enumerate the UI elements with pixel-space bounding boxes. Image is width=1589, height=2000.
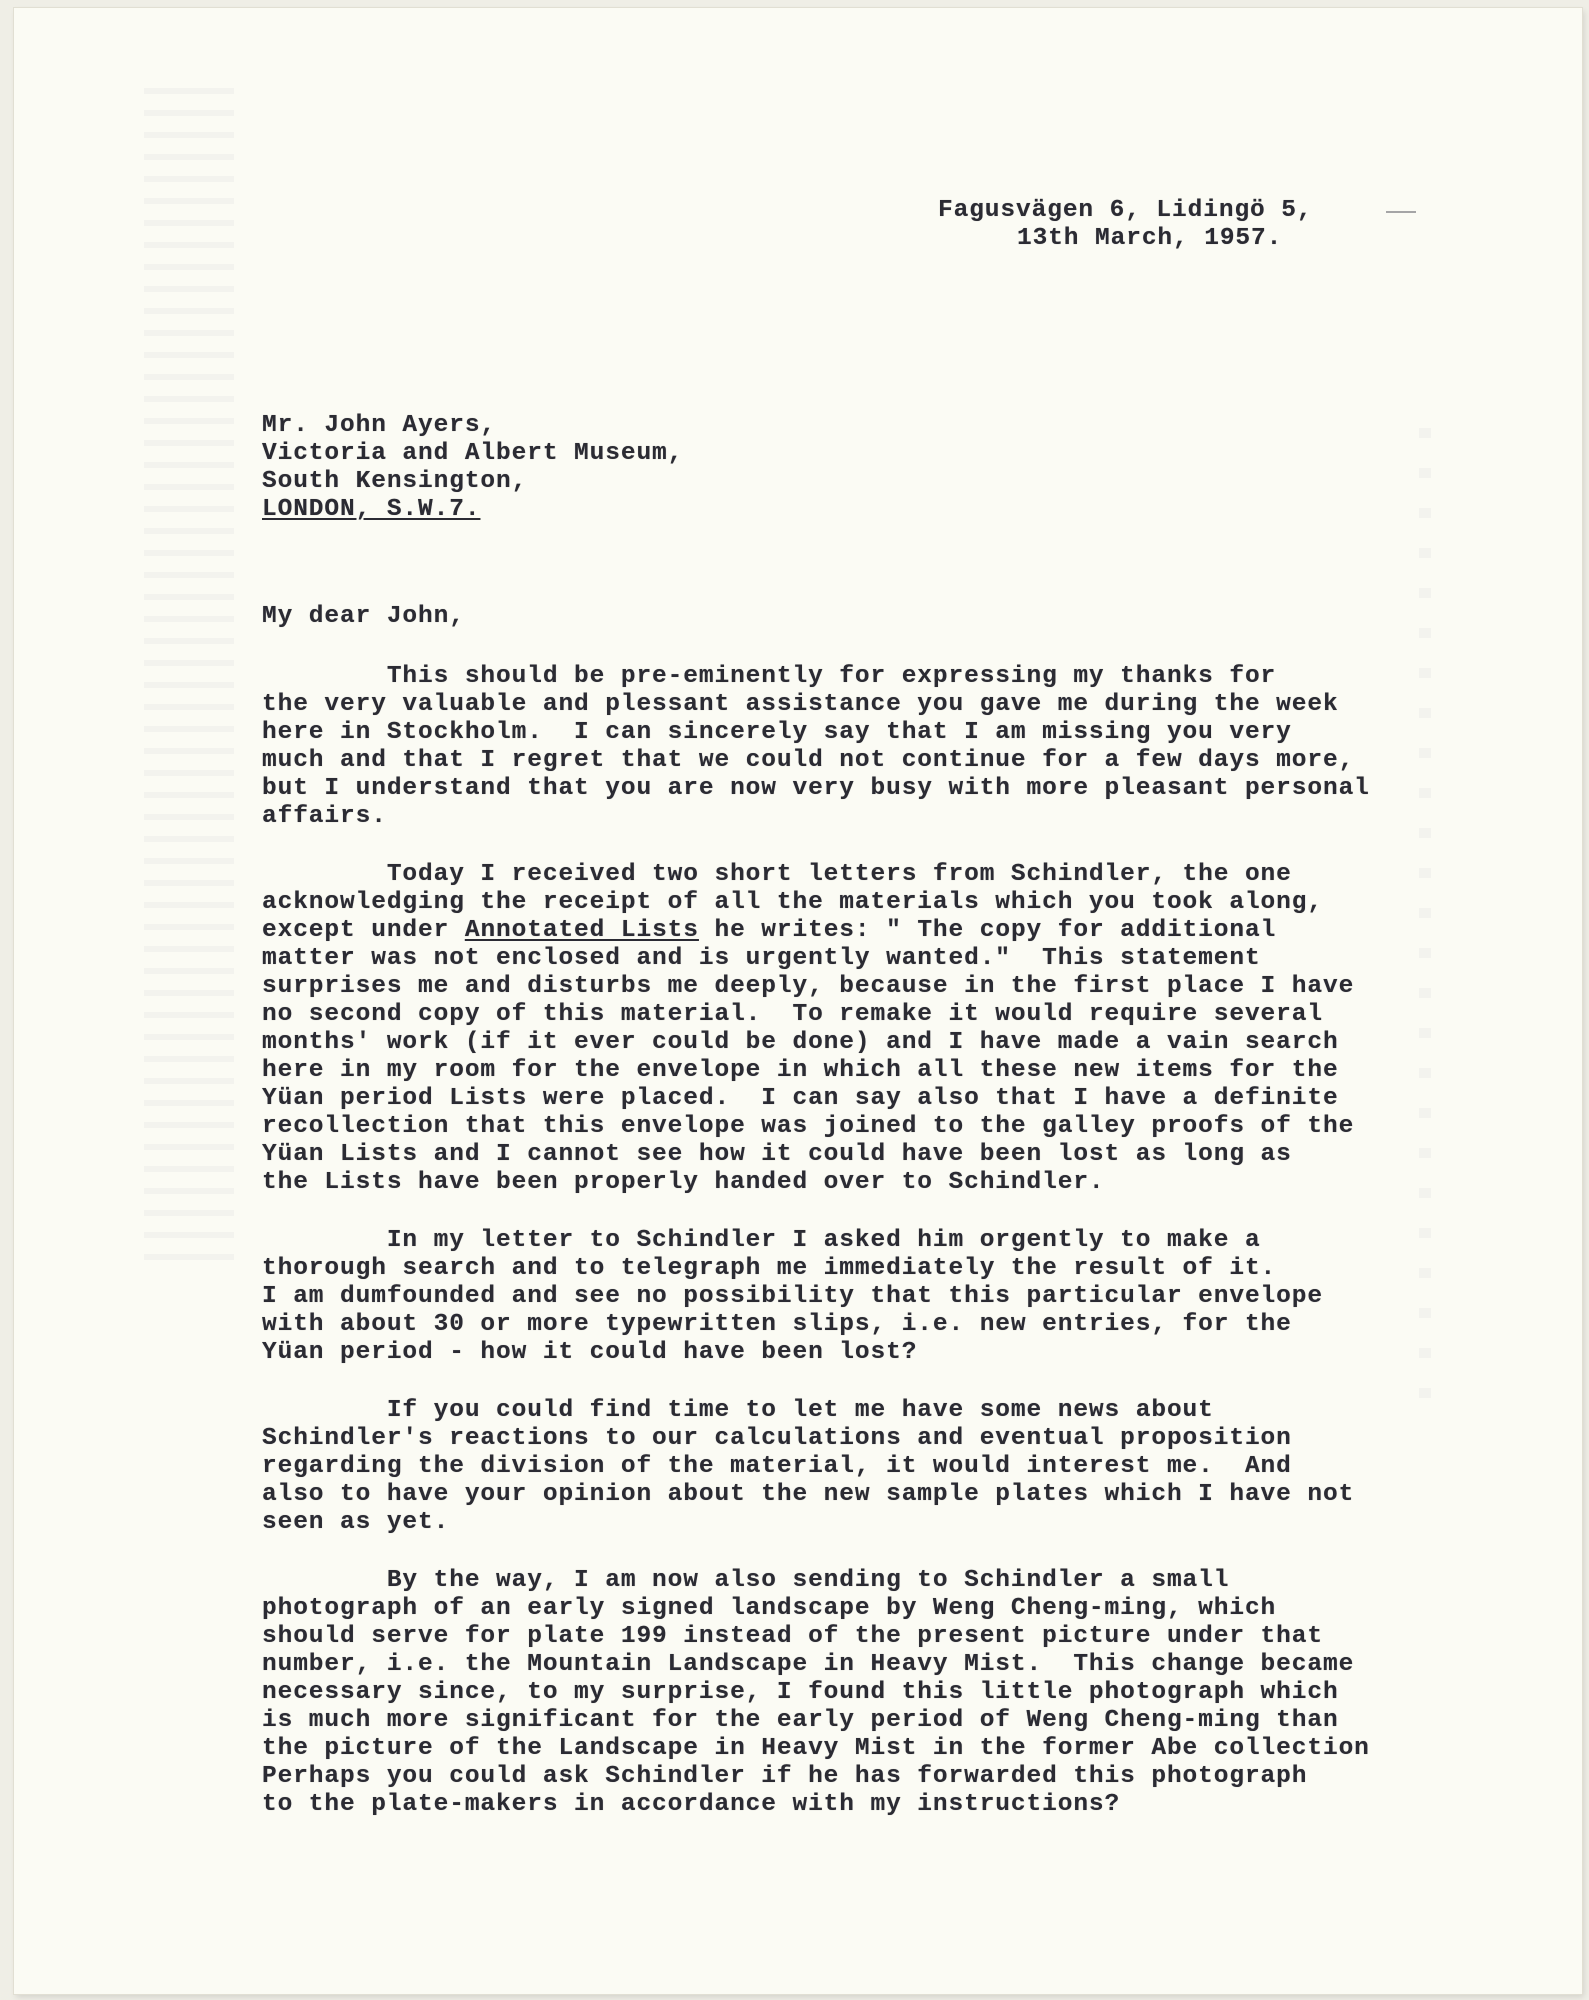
recipient-city: LONDON, S.W.7. <box>262 496 481 523</box>
paper-bleed-marks <box>144 88 234 1268</box>
paragraph-line: By the way, I am now also sending to Schindler a small <box>262 1567 1230 1594</box>
letter-date: 13th March, 1957. <box>1017 225 1283 252</box>
paragraph-line: also to have your opinion about the new sample plates which I have not <box>262 1481 1355 1508</box>
paragraph-line: necessary since, to my surprise, I found this little photograph which <box>262 1679 1339 1706</box>
paragraph-line: no second copy of this material. To remake it would require several <box>262 1001 1323 1028</box>
salutation: My dear John, <box>262 603 465 630</box>
paragraph-line: photograph of an early signed landscape by Weng Cheng-ming, which <box>262 1595 1277 1622</box>
paragraph-line: Schindler's reactions to our calculations and eventual proposition <box>262 1425 1292 1452</box>
paragraph-line: should serve for plate 199 instead of the present picture under that <box>262 1623 1323 1650</box>
paragraph-line: seen as yet. <box>262 1509 450 1536</box>
letter-sheet <box>14 8 1582 1994</box>
paragraph-line: In my letter to Schindler I asked him orgently to make a <box>262 1227 1261 1254</box>
recipient-name: Mr. John Ayers, <box>262 412 497 439</box>
paragraph-line: number, i.e. the Mountain Landscape in Heavy Mist. This change became <box>262 1651 1355 1678</box>
paragraph-line: acknowledging the receipt of all the materials which you took along, <box>262 889 1323 916</box>
paragraph-line: Yüan period Lists were placed. I can say also that I have a definite <box>262 1085 1339 1112</box>
paragraph-line: Today I received two short letters from Schindler, the one <box>262 861 1292 888</box>
paragraph-line: If you could find time to let me have some news about <box>262 1397 1214 1424</box>
paragraph-line: regarding the division of the material, it would interest me. And <box>262 1453 1292 1480</box>
paragraph-text: he writes: " The copy for additional <box>698 917 1277 944</box>
paragraph-line: the Lists have been properly handed over to Schindler. <box>262 1169 1105 1196</box>
paragraph-line: This should be pre-eminently for expressing my thanks for <box>262 663 1277 690</box>
sender-address: Fagusvägen 6, Lidingö 5, <box>938 197 1313 224</box>
paragraph-line: to the plate-makers in accordance with my instructions? <box>262 1791 1121 1818</box>
paragraph-line: here in my room for the envelope in which all these new items for the <box>262 1057 1339 1084</box>
paragraph-line: affairs. <box>262 803 387 830</box>
paragraph-line: matter was not enclosed and is urgently wanted." This statement <box>262 945 1261 972</box>
recipient-street: South Kensington, <box>262 468 528 495</box>
paragraph-line: Yüan period - how it could have been lost? <box>262 1339 918 1366</box>
paragraph-line: the very valuable and plessant assistance you gave me during the week <box>262 691 1339 718</box>
paragraph-line: thorough search and to telegraph me immediately the result of it. <box>262 1255 1277 1282</box>
paragraph-line: months' work (if it ever could be done) and I have made a vain search <box>262 1029 1339 1056</box>
paragraph-line: recollection that this envelope was joined to the galley proofs of the <box>262 1113 1355 1140</box>
paragraph-line: I am dumfounded and see no possibility that this particular envelope <box>262 1283 1323 1310</box>
paragraph-line-with-underline <box>262 916 1276 946</box>
recipient-org: Victoria and Albert Museum, <box>262 440 684 467</box>
paragraph-line: here in Stockholm. I can sincerely say that I am missing you very <box>262 719 1292 746</box>
paragraph-line: surprises me and disturbs me deeply, because in the first place I have <box>262 973 1355 1000</box>
paragraph-line: is much more significant for the early period of Weng Cheng-ming than <box>262 1707 1339 1734</box>
underlined-phrase: Annotated Lists <box>464 917 699 944</box>
typed-strike-mark <box>1386 211 1416 213</box>
paper-bleed-marks-right <box>1419 428 1431 1428</box>
paragraph-text: except under <box>262 917 465 944</box>
paragraph-line: with about 30 or more typewritten slips, i.e. new entries, for the <box>262 1311 1292 1338</box>
paragraph-line: Perhaps you could ask Schindler if he has forwarded this photograph <box>262 1763 1308 1790</box>
paragraph-line: Yüan Lists and I cannot see how it could have been lost as long as <box>262 1141 1292 1168</box>
paragraph-line: much and that I regret that we could not continue for a few days more, <box>262 747 1355 774</box>
paragraph-line: the picture of the Landscape in Heavy Mist in the former Abe collection <box>262 1735 1370 1762</box>
paragraph-line: but I understand that you are now very busy with more pleasant personal <box>262 775 1370 802</box>
